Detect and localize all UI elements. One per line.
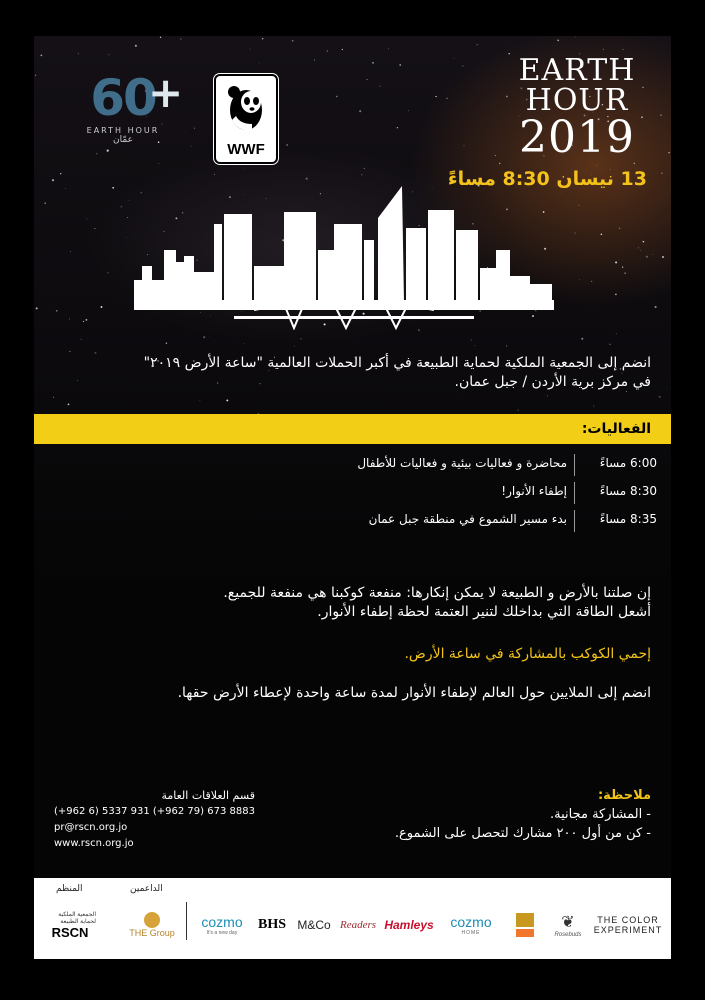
star bbox=[495, 155, 496, 156]
star bbox=[69, 351, 70, 352]
star bbox=[301, 338, 302, 339]
note-item-free: - المشاركة مجانية. bbox=[550, 807, 651, 822]
star bbox=[610, 344, 611, 345]
earth-hour-city: عمّان bbox=[113, 135, 133, 145]
star bbox=[159, 163, 160, 164]
cozmo-name: cozmo bbox=[201, 914, 243, 930]
star bbox=[615, 294, 617, 296]
hamleys-name: Hamleys bbox=[384, 918, 434, 932]
event-divider bbox=[574, 454, 575, 476]
panda-icon bbox=[218, 80, 274, 140]
star bbox=[643, 241, 645, 243]
star bbox=[107, 150, 109, 152]
star bbox=[364, 168, 365, 169]
star bbox=[194, 128, 195, 129]
orange-square-icon bbox=[516, 913, 534, 927]
event-row bbox=[34, 512, 671, 538]
cozmo-home-name: cozmo bbox=[450, 914, 492, 930]
intro-text bbox=[51, 354, 651, 392]
sponsor-strip bbox=[34, 878, 671, 959]
the-group-name: THE Group bbox=[129, 928, 175, 938]
title-line-earth: EARTH bbox=[518, 53, 636, 88]
star bbox=[203, 336, 205, 338]
star bbox=[660, 115, 661, 116]
star bbox=[661, 173, 662, 174]
star bbox=[593, 406, 594, 407]
star bbox=[52, 179, 54, 181]
lion-icon bbox=[144, 912, 160, 928]
star bbox=[120, 206, 122, 208]
cozmo-home-logo bbox=[444, 908, 498, 942]
bhs-logo bbox=[254, 908, 290, 942]
star bbox=[367, 79, 368, 80]
orange-sponsor-logo bbox=[510, 908, 540, 942]
star bbox=[327, 50, 328, 51]
wwf-logo bbox=[214, 74, 278, 164]
earth-hour-number: 60 bbox=[90, 69, 156, 127]
star bbox=[646, 256, 648, 258]
mco-name: M&Co bbox=[297, 918, 331, 932]
star bbox=[180, 38, 181, 39]
title-line-hour: HOUR bbox=[525, 83, 629, 118]
star bbox=[191, 146, 192, 147]
bhs-name: BHS bbox=[257, 917, 286, 932]
star bbox=[596, 165, 597, 166]
events-header-bar bbox=[34, 414, 671, 444]
star bbox=[96, 153, 97, 154]
rscn-name: RSCN bbox=[51, 924, 89, 940]
cozmo-home-tag: HOME bbox=[461, 930, 481, 936]
star bbox=[447, 98, 448, 99]
color-experiment-line-2: EXPERIMENT bbox=[593, 925, 663, 935]
star bbox=[199, 400, 200, 401]
color-experiment-logo bbox=[592, 908, 664, 942]
star bbox=[462, 65, 464, 67]
star bbox=[380, 86, 381, 87]
star bbox=[624, 272, 626, 274]
star bbox=[622, 267, 623, 268]
star bbox=[603, 49, 604, 50]
star bbox=[86, 319, 88, 321]
star bbox=[408, 110, 409, 111]
star bbox=[601, 234, 603, 236]
readers-name: Readers bbox=[339, 919, 377, 931]
star bbox=[250, 49, 251, 50]
intro-line-1: انضم إلى الجمعية الملكية لحماية الطبيعة في أكبر الحملات العالمية "ساعة الأرض ٢٠١٩" bbox=[143, 355, 651, 371]
star bbox=[160, 37, 161, 38]
event-description: إطفاء الأنوار! bbox=[501, 484, 567, 498]
star bbox=[581, 338, 583, 340]
rosebuds-logo bbox=[548, 908, 588, 942]
star bbox=[94, 228, 95, 229]
cozmo-logo bbox=[194, 908, 250, 942]
amman-skyline-illustration bbox=[134, 180, 554, 330]
star bbox=[575, 37, 576, 38]
star bbox=[68, 404, 70, 406]
contact-email[interactable]: pr@rscn.org.jo bbox=[54, 822, 128, 833]
star bbox=[70, 251, 71, 252]
star bbox=[640, 250, 641, 251]
orange-bar-icon bbox=[516, 929, 534, 937]
protect-planet-text: إحمي الكوكب بالمشاركة في ساعة الأرض. bbox=[404, 646, 651, 662]
star bbox=[60, 173, 61, 174]
star bbox=[342, 49, 343, 50]
star bbox=[619, 227, 621, 229]
contact-heading: قسم العلاقات العامة bbox=[161, 789, 255, 802]
star bbox=[652, 254, 653, 255]
star bbox=[659, 396, 661, 398]
star bbox=[361, 174, 362, 175]
note-heading: ملاحظة: bbox=[597, 788, 651, 803]
event-row bbox=[34, 456, 671, 482]
star bbox=[56, 310, 58, 312]
star bbox=[292, 40, 293, 41]
star bbox=[477, 44, 478, 45]
star bbox=[41, 55, 43, 57]
star bbox=[53, 397, 54, 398]
note-section bbox=[395, 786, 651, 843]
star bbox=[638, 248, 639, 249]
star bbox=[87, 219, 88, 220]
cozmo-tagline: It's a new day bbox=[206, 930, 238, 936]
star bbox=[244, 168, 245, 169]
note-item-candles: - كن من أول ٢٠٠ مشارك لتحصل على الشموع. bbox=[394, 826, 651, 841]
star bbox=[622, 49, 623, 50]
star bbox=[259, 63, 260, 64]
star bbox=[372, 62, 374, 64]
the-group-logo bbox=[122, 908, 182, 942]
star bbox=[226, 399, 228, 401]
star bbox=[243, 343, 244, 344]
mco-logo bbox=[294, 908, 334, 942]
rscn-arabic: الجمعية الملكية لحماية الطبيعة bbox=[58, 911, 96, 925]
earth-hour-60-logo bbox=[68, 68, 184, 145]
organizer-label: المنظم bbox=[56, 884, 83, 894]
star bbox=[474, 345, 475, 346]
star bbox=[214, 174, 215, 175]
star bbox=[107, 272, 108, 273]
event-time: 6:00 مساءً bbox=[599, 456, 657, 470]
star bbox=[69, 319, 70, 320]
hamleys-logo bbox=[384, 908, 434, 942]
event-divider bbox=[574, 482, 575, 504]
star bbox=[518, 410, 519, 411]
events-heading: الفعاليات: bbox=[581, 421, 651, 437]
rosebuds-name: Rosebuds bbox=[554, 932, 582, 938]
star bbox=[129, 200, 130, 201]
contact-website[interactable]: www.rscn.org.jo bbox=[54, 838, 134, 849]
message-line-1: إن صلتنا بالأرض و الطبيعة لا يمكن إنكارها: منفعة كوكبنا هي منفعة للجميع. bbox=[223, 585, 651, 601]
event-title bbox=[507, 53, 647, 163]
earth-hour-sub: EARTH HOUR bbox=[86, 126, 160, 135]
star bbox=[615, 261, 617, 263]
sponsor-divider bbox=[186, 902, 187, 940]
star bbox=[127, 217, 128, 218]
star bbox=[464, 145, 465, 146]
star bbox=[579, 279, 580, 280]
star bbox=[508, 53, 509, 54]
star bbox=[83, 321, 84, 322]
star bbox=[578, 205, 579, 206]
star bbox=[35, 75, 36, 76]
star bbox=[557, 40, 559, 42]
color-experiment-line-1: THE COLOR bbox=[597, 915, 659, 925]
event-date: 13 نيسان 8:30 مساءً bbox=[447, 168, 647, 190]
star bbox=[314, 60, 315, 61]
star bbox=[112, 187, 114, 189]
star bbox=[101, 306, 103, 308]
star bbox=[44, 202, 46, 204]
contact-info bbox=[54, 788, 255, 852]
star bbox=[286, 144, 288, 146]
star bbox=[399, 64, 401, 66]
readers-logo bbox=[336, 908, 380, 942]
star bbox=[547, 395, 548, 396]
star bbox=[575, 232, 576, 233]
event-description: بدء مسير الشموع في منطقة جبل عمان bbox=[368, 512, 567, 526]
join-millions-text: انضم إلى الملايين حول العالم لإطفاء الأنوار لمدة ساعة واحدة لإعطاء الأرض حقها. bbox=[177, 685, 651, 701]
star bbox=[65, 189, 66, 190]
star bbox=[499, 163, 501, 165]
star bbox=[36, 307, 38, 309]
star bbox=[435, 96, 436, 97]
star bbox=[262, 38, 263, 39]
star bbox=[126, 237, 127, 238]
star bbox=[591, 281, 592, 282]
star bbox=[616, 333, 617, 334]
star bbox=[336, 96, 337, 97]
supporters-label: الداعمين bbox=[130, 884, 163, 894]
star bbox=[166, 342, 168, 344]
star bbox=[388, 48, 389, 49]
poster bbox=[34, 36, 671, 959]
star bbox=[668, 152, 669, 153]
event-time: 8:35 مساءً bbox=[599, 512, 657, 526]
contact-phones: (+962 6) 5337 931 (+962 79) 673 8883 bbox=[54, 806, 255, 817]
feather-icon: ❦ bbox=[561, 914, 575, 931]
intro-line-2: في مركز برية الأردن / جبل عمان. bbox=[454, 374, 651, 390]
star bbox=[454, 58, 455, 59]
message-text bbox=[51, 584, 651, 622]
star bbox=[294, 346, 295, 347]
star bbox=[108, 54, 109, 55]
rscn-logo bbox=[44, 908, 96, 942]
star bbox=[359, 110, 361, 112]
star bbox=[78, 53, 79, 54]
star bbox=[397, 127, 398, 128]
event-time: 8:30 مساءً bbox=[599, 484, 657, 498]
event-description: محاضرة و فعاليات بيئية و فعاليات للأطفال bbox=[357, 456, 567, 470]
star bbox=[506, 346, 507, 347]
star bbox=[662, 256, 664, 258]
star bbox=[81, 339, 82, 340]
star bbox=[135, 45, 137, 47]
wwf-label: WWF bbox=[227, 141, 265, 158]
star bbox=[655, 306, 657, 308]
title-year: 2019 bbox=[519, 112, 635, 163]
event-divider bbox=[574, 510, 575, 532]
star bbox=[471, 340, 472, 341]
earth-hour-plus: + bbox=[148, 68, 184, 117]
message-line-2: أشعل الطاقة التي بداخلك لتنير العتمة لحظة إطفاء الأنوار. bbox=[317, 604, 651, 620]
event-row bbox=[34, 484, 671, 510]
star bbox=[561, 193, 562, 194]
